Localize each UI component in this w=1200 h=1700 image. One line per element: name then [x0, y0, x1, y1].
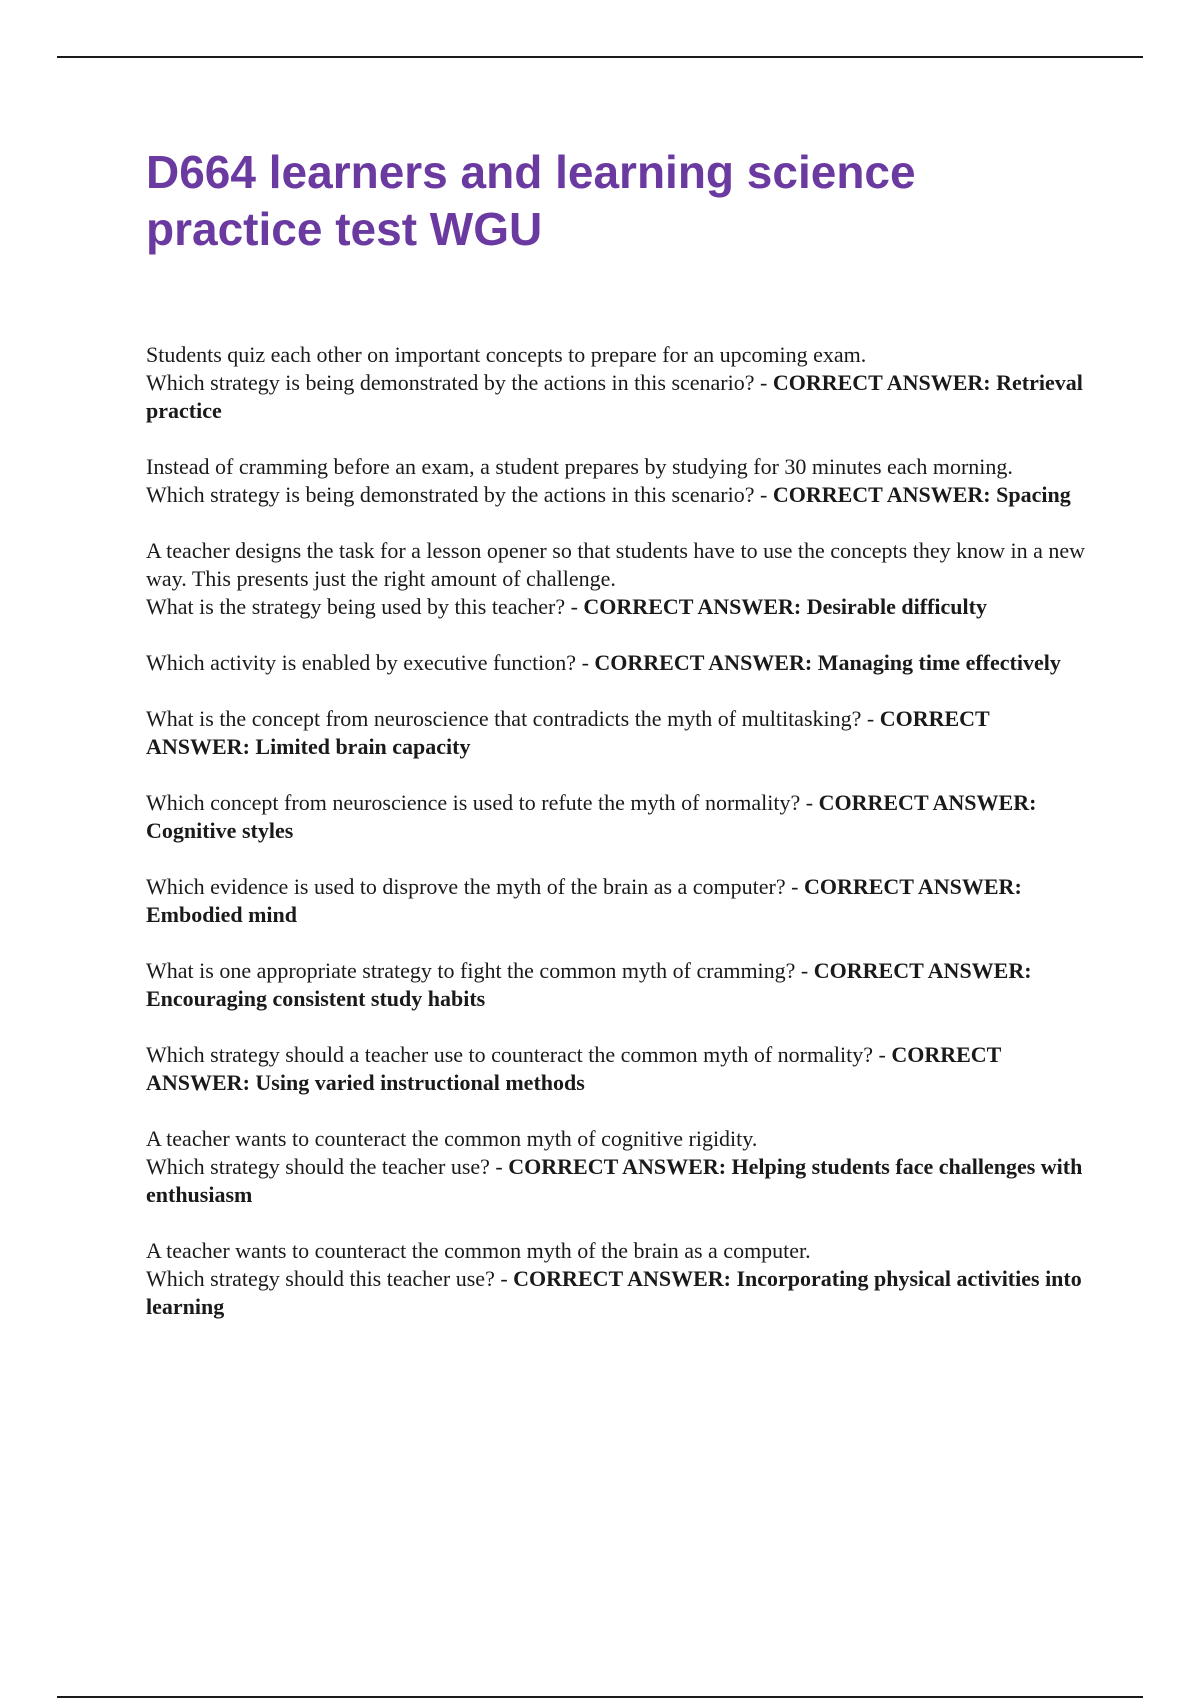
qa-question: Which concept from neuroscience is used to refute the myth of normality? -: [146, 790, 819, 815]
qa-list: [146, 341, 1096, 1349]
qa-question: What is the strategy being used by this teacher? -: [146, 594, 584, 619]
qa-question: Which evidence is used to disprove the myth of the brain as a computer? -: [146, 874, 804, 899]
qa-question: Which strategy should the teacher use? -: [146, 1154, 509, 1179]
qa-item-5: [146, 705, 1096, 761]
top-rule: [57, 56, 1143, 58]
bottom-rule: [57, 1696, 1143, 1698]
qa-answer: CORRECT ANSWER: Desirable difficulty: [583, 594, 987, 619]
qa-question: Which strategy is being demonstrated by the actions in this scenario? -: [146, 482, 773, 507]
qa-scenario: Students quiz each other on important concepts to prepare for an upcoming exam.: [146, 342, 867, 367]
qa-item-7: [146, 873, 1096, 929]
qa-answer: CORRECT ANSWER: Spacing: [772, 482, 1071, 507]
qa-answer: CORRECT ANSWER: Using varied instructional methods: [146, 1042, 1001, 1095]
qa-scenario: Instead of cramming before an exam, a student prepares by studying for 30 minutes each morning.: [146, 454, 1013, 479]
qa-item-11: [146, 1237, 1096, 1321]
qa-question: Which activity is enabled by executive function? -: [146, 650, 595, 675]
qa-item-4: [146, 649, 1096, 677]
qa-scenario: A teacher designs the task for a lesson opener so that students have to use the concepts they know in a new way. This presents just the right amount of challenge.: [146, 538, 1086, 591]
qa-answer: CORRECT ANSWER: Incorporating physical activities into learning: [146, 1266, 1082, 1319]
qa-answer: CORRECT ANSWER: Managing time effectively: [594, 650, 1061, 675]
qa-answer: CORRECT ANSWER: Limited brain capacity: [146, 706, 990, 759]
qa-item-10: [146, 1125, 1096, 1209]
qa-answer: CORRECT ANSWER: Helping students face challenges with enthusiasm: [146, 1154, 1083, 1207]
qa-scenario: A teacher wants to counteract the common myth of the brain as a computer.: [146, 1238, 811, 1263]
document-title: D664 learners and learning science practice test WGU: [146, 146, 916, 255]
qa-question: Which strategy should a teacher use to counteract the common myth of normality? -: [146, 1042, 892, 1067]
qa-scenario: A teacher wants to counteract the common myth of cognitive rigidity.: [146, 1126, 758, 1151]
qa-question: What is one appropriate strategy to fight the common myth of cramming? -: [146, 958, 814, 983]
qa-item-2: [146, 453, 1096, 509]
qa-answer: CORRECT ANSWER: Encouraging consistent study habits: [146, 958, 1032, 1011]
qa-item-3: [146, 537, 1096, 621]
qa-answer: CORRECT ANSWER: Embodied mind: [146, 874, 1022, 927]
qa-item-6: [146, 789, 1096, 845]
qa-item-8: [146, 957, 1096, 1013]
qa-question: Which strategy should this teacher use? -: [146, 1266, 514, 1291]
qa-item-9: [146, 1041, 1096, 1097]
qa-question: What is the concept from neuroscience that contradicts the myth of multitasking? -: [146, 706, 880, 731]
qa-question: Which strategy is being demonstrated by the actions in this scenario? -: [146, 370, 773, 395]
qa-answer: CORRECT ANSWER: Retrieval practice: [146, 370, 1083, 423]
qa-answer: CORRECT ANSWER: Cognitive styles: [146, 790, 1037, 843]
qa-item-1: [146, 341, 1096, 425]
